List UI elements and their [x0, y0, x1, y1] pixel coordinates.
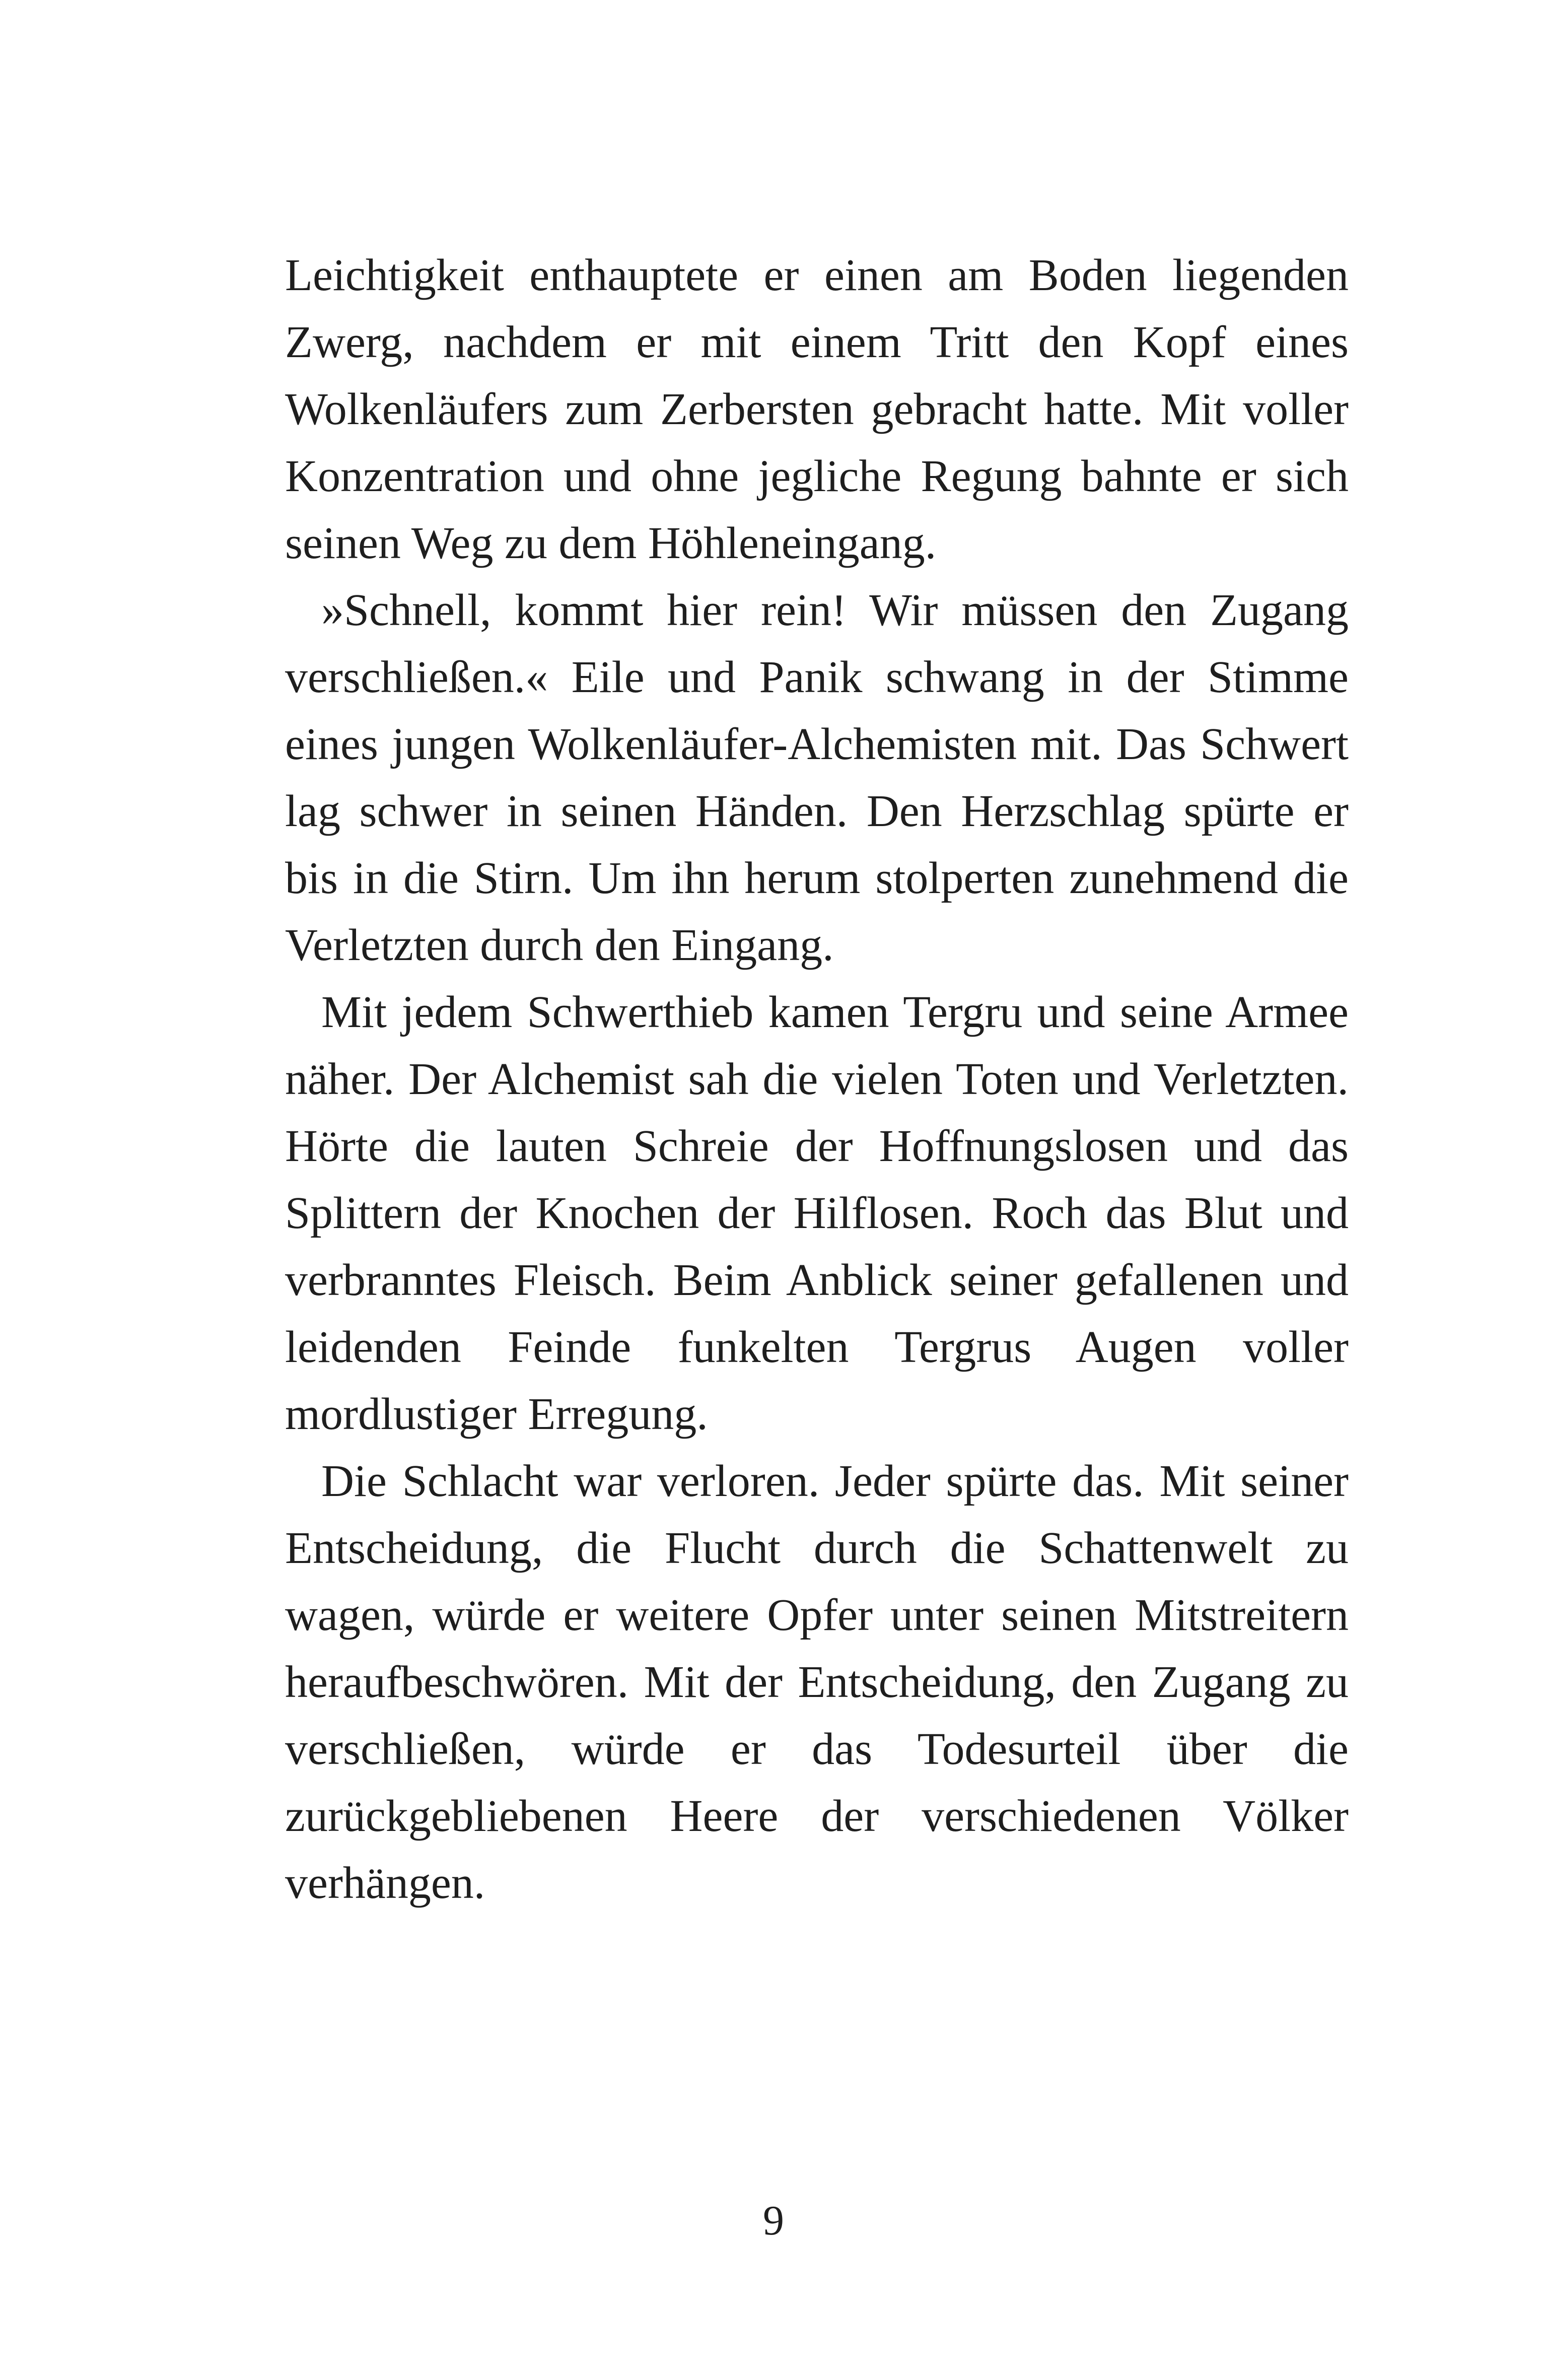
body-text	[285, 242, 1349, 1917]
paragraph-3: Mit jedem Schwerthieb kamen Tergru und seine Armee näher. Der Alchemist sah die vielen Toten und Verletzten. Hörte die lauten Schreie der Hoffnungslosen und das Splittern der Knochen der Hilflosen. Roch das Blut und verbranntes Fleisch. Beim Anblick seiner gefallenen und leidenden Feinde funkelten Tergrus Augen voller mordlustiger Erregung.	[285, 987, 1349, 1439]
paragraph-1: Leichtigkeit enthauptete er einen am Boden liegenden Zwerg, nachdem er mit einem Tritt den Kopf eines Wolkenläufers zum Zerbersten gebracht hatte. Mit voller Konzentration und ohne jegliche Regung bahnte er sich seinen Weg zu dem Höhleneingang.	[285, 250, 1349, 568]
page-number: 9	[763, 2197, 784, 2244]
paragraph-2: »Schnell, kommt hier rein! Wir müssen den Zugang verschließen.« Eile und Panik schwang in der Stimme eines jungen Wolkenläufer-Alchemisten mit. Das Schwert lag schwer in seinen Händen. Den Herzschlag spürte er bis in die Stirn. Um ihn herum stolperten zunehmend die Verletzten durch den Eingang.	[285, 585, 1349, 970]
paragraph-4: Die Schlacht war verloren. Jeder spürte das. Mit seiner Entscheidung, die Flucht durch die Schattenwelt zu wagen, würde er weitere Opfer unter seinen Mitstreitern heraufbeschwören. Mit der Entscheidung, den Zugang zu verschließen, würde er das Todesurteil über die zurückgebliebenen Heere der verschiedenen Völker verhängen.	[285, 1456, 1349, 1908]
